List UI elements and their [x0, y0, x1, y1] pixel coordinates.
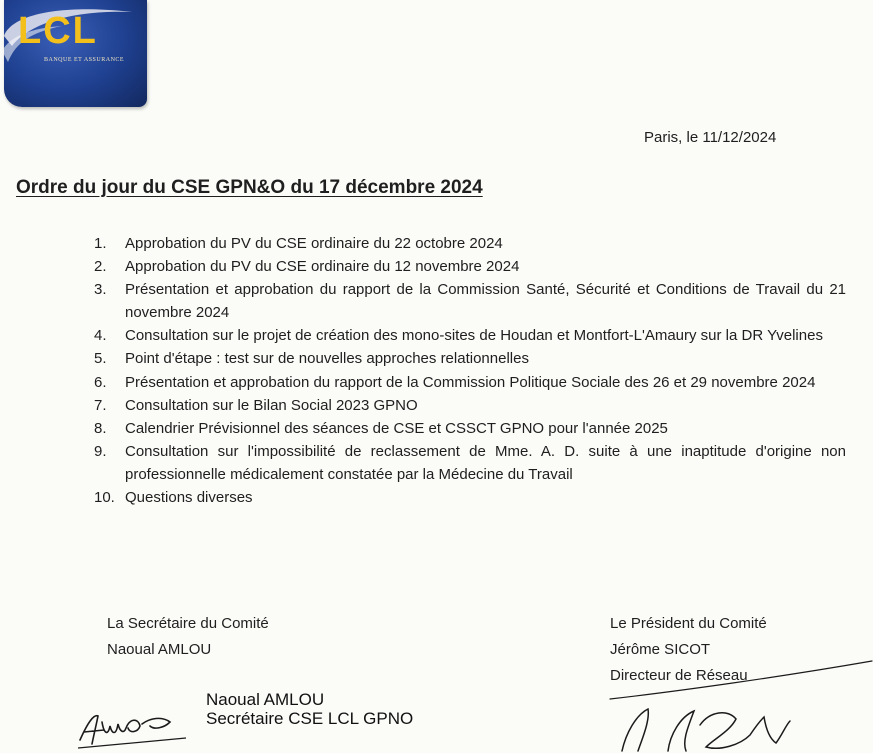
agenda-item-text: Point d'étape : test sur de nouvelles approches relationnelles: [125, 350, 529, 368]
agenda-item: [94, 255, 846, 278]
agenda-item-number: 5.: [94, 350, 107, 368]
agenda-list: [94, 232, 846, 509]
agenda-item-text: Approbation du PV du CSE ordinaire du 12 novembre 2024: [125, 258, 520, 276]
secretary-name: Naoual AMLOU: [107, 641, 212, 658]
agenda-item: [94, 417, 846, 440]
agenda-item-number: 4.: [94, 327, 107, 345]
document-date: Paris, le 11/12/2024: [644, 129, 777, 146]
agenda-item-number: 9.: [94, 442, 107, 460]
agenda-item-text: Présentation et approbation du rapport de la Commission Politique Sociale des 26 et 29 novembre 2024: [125, 373, 816, 391]
president-name: Jérôme SICOT: [610, 641, 711, 658]
agenda-item: [94, 278, 846, 324]
president-position: Directeur de Réseau: [610, 667, 748, 684]
agenda-item-number: 2.: [94, 258, 107, 276]
agenda-item: [94, 347, 846, 370]
secretary-handwritten-signature: [74, 700, 194, 753]
agenda-item-number: 1.: [94, 235, 107, 252]
agenda-item-number: 6.: [94, 373, 107, 391]
agenda-item: [94, 371, 846, 394]
agenda-item: [94, 324, 846, 347]
agenda-item-number: 7.: [94, 396, 107, 414]
agenda-item-number: 8.: [94, 419, 107, 437]
agenda-item: [94, 394, 846, 417]
logo-tagline: BANQUE ET ASSURANCE: [44, 57, 125, 63]
stamp-name: Naoual AMLOU: [206, 690, 325, 709]
lcl-logo: [4, 0, 147, 107]
agenda-item-number: 3.: [94, 281, 107, 299]
president-handwritten-signature: [590, 655, 873, 753]
agenda-item-text: Calendrier Prévisionnel des séances de CSE et CSSCT GPNO pour l'année 2025: [125, 419, 668, 437]
agenda-item-text: Approbation du PV du CSE ordinaire du 22 octobre 2024: [125, 235, 503, 252]
secretary-stamp: [206, 690, 413, 728]
agenda-item: [94, 232, 846, 255]
agenda-item-number: 10.: [94, 489, 115, 507]
secretary-role: La Secrétaire du Comité: [107, 615, 269, 632]
logo-wordmark: LCL: [18, 10, 98, 52]
agenda-item-text: Consultation sur le projet de création des mono-sites de Houdan et Montfort-L'Amaury sur la DR Yvelines: [125, 327, 823, 345]
president-role: Le Président du Comité: [610, 615, 767, 632]
page-title: Ordre du jour du CSE GPN&O du 17 décembre 2024: [16, 177, 483, 198]
agenda-item-text: Questions diverses: [125, 489, 253, 507]
secretary-signature-block: [107, 611, 269, 663]
agenda-item: [94, 440, 846, 486]
agenda-item: [94, 486, 846, 509]
stamp-title: Secrétaire CSE LCL GPNO: [206, 709, 414, 728]
agenda-item-text: Présentation et approbation du rapport de la Commission Santé, Sécurité et Conditions de Travail du 21 novembre 2024: [125, 281, 846, 322]
agenda-item-text: Consultation sur le Bilan Social 2023 GPNO: [125, 396, 418, 414]
agenda-item-text: Consultation sur l'impossibilité de reclassement de Mme. A. D. suite à une inaptitude d'origine non professionnelle médicalement constatée par la Médecine du Travail: [125, 442, 846, 483]
